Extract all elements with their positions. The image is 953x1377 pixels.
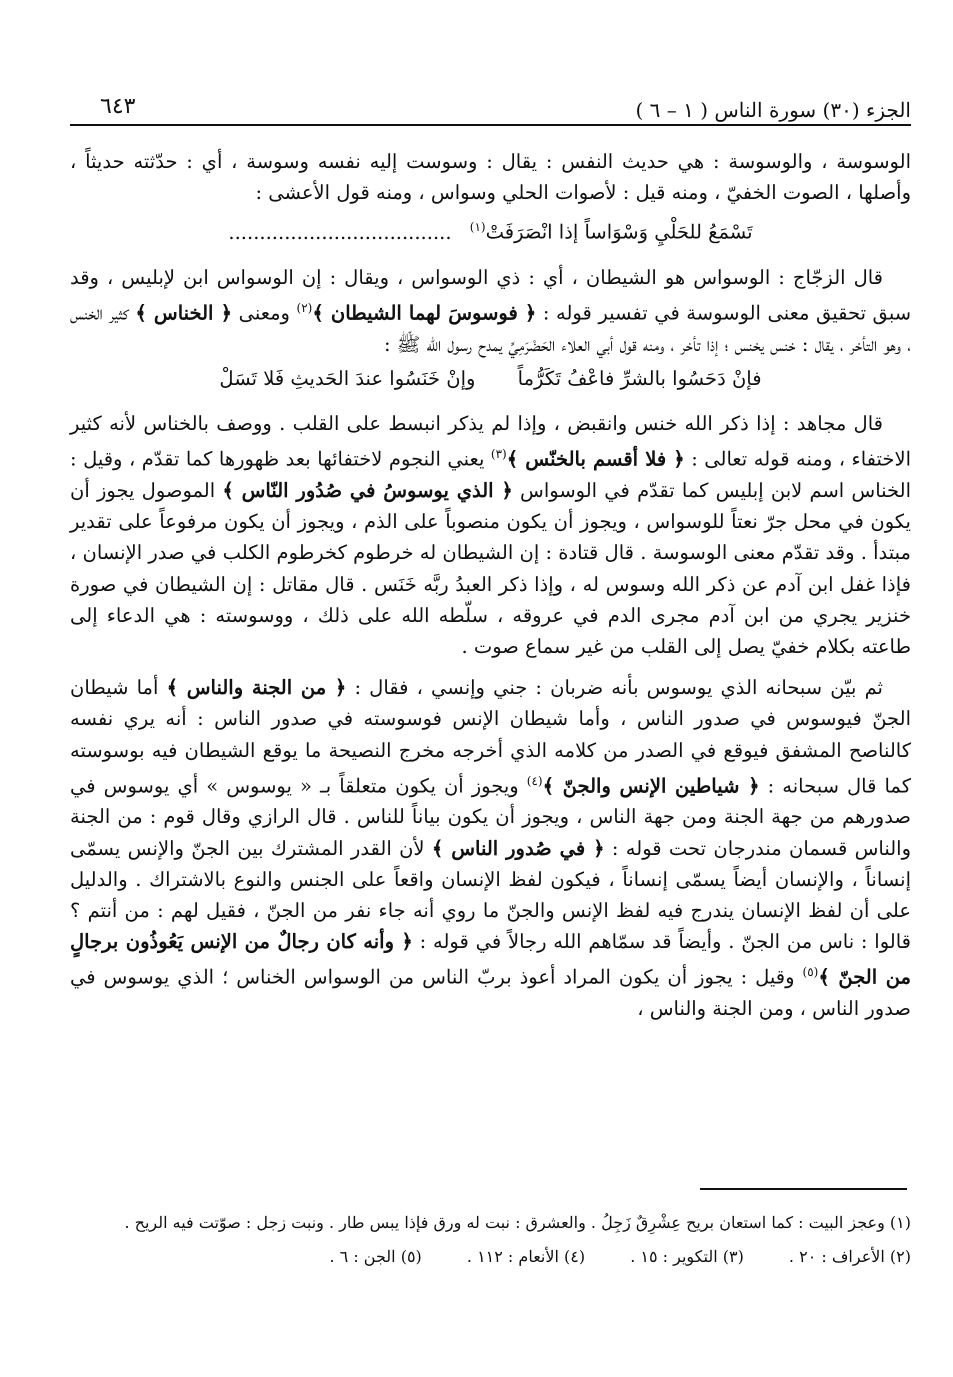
footnote: (٣) التكوير : ١٥ . [630, 1247, 744, 1266]
paragraph-text: ومعنى [238, 301, 290, 325]
footnote: (١) وعجز البيت : كما استعان بريح عِشْرِقٌ زَجِلُ . والعشرق : نبت له ورق فإذا يبس طار . ونبت زجل : صوّتت فيه الريح . [124, 1213, 911, 1232]
paragraph [70, 146, 911, 208]
paragraph-text: الوسوسة ، والوسوسة : هي حديث النفس : يقال : وسوست إليه نفسه وسوسة ، أي : حدّثته حديثاً ، وأصلها ، الصوت الخفيّ ، ومنه قيل : لأصوات الحلي وسواس ، ومنه قول الأعشى : [70, 150, 911, 205]
paragraph-text: ثم بيّن سبحانه الذي يوسوس بأنه ضربان : جني وإنسي ، فقال : [354, 676, 883, 700]
quran-quote: ﴿ الذي يوسوسُ في صُدُور النّاس ﴾ [222, 478, 513, 502]
running-head: الجزء (٣٠) سورة الناس ( ١ – ٦ ) [635, 98, 911, 122]
verse-ellipsis: .................................... [228, 220, 452, 244]
footnotes [70, 1206, 911, 1274]
paragraph [70, 408, 911, 662]
footnote-marker: (٢) [296, 301, 313, 316]
poetry-verse [70, 360, 911, 398]
footnote-marker: (١) [469, 220, 486, 235]
footnote-marker: (٣) [490, 447, 507, 462]
paragraph-text: وقيل : يجوز أن يكون المراد أعوذ بربّ الناس من الوسواس الخناس ؛ الذي يوسوس في صدور الناس ، ومن الجنة والناس ، [70, 965, 911, 1021]
quran-quote: ﴿ فلا أقسم بالخنّس ﴾ [506, 447, 685, 471]
verse-second-hemistich: وإنْ خَنَسُوا عندَ الحَديثِ فَلا تَسَلْ [219, 367, 476, 391]
footnote: (٥) الجن : ٦ . [329, 1247, 422, 1266]
paragraph-text: قال الزجّاج : الوسواس هو الشيطان ، أي : ذي الوسواس ، ويقال : إن الوسواس ابن لإبليس ، وقد سبق تحقيق معنى الوسوسة في تفسير قوله : [70, 265, 912, 325]
paragraph [70, 672, 911, 1024]
footnote: (٤) الأنعام : ١١٢ . [466, 1247, 586, 1266]
paragraph-text: يعني النجوم لاختفائها بعد ظهورها كما تقدّم ، وقيل : الخناس اسم لابن إبليس كما تقدّم في الوسواس [70, 447, 911, 502]
paragraph-text: أما شيطان الجنّ فيوسوس في صدور الناس ، وأما شيطان الإنس فوسوسته في صدور الناس : أنه يري نفسه كالناصح المشفق فيوقع في الصدر من كلامه الذي أخرجه مخرج النصيحة ما يوقع الشيطان فيه بوسوسته كما قال سبحانه : [70, 676, 911, 798]
quran-quote: ﴿ فوسوسَ لهما الشيطان ﴾ [312, 301, 537, 325]
footnote-marker: (٤) [526, 773, 543, 788]
page-number: ٦٤٣ [100, 94, 136, 119]
paragraph-text: كثير الخنس ، وهو التأخر ، يقال : خنس يخنس ؛ إذا تأخر ، ومنه قول أبي العلاء الحَضْرَمِيِّ يمدح رسول الله ﷺ : [70, 301, 911, 356]
footnote-marker: (٥) [802, 965, 819, 980]
paragraph [70, 262, 911, 360]
quran-quote: ﴿ الخناس ﴾ [135, 301, 233, 325]
footnote: (٢) الأعراف : ٢٠ . [788, 1247, 911, 1266]
footnote-row [70, 1240, 911, 1274]
verse-text: تَسْمَعُ للحَلْيِ وَسْوَاساً إذا انْصَرَفَتْ [485, 220, 753, 244]
verse-first-hemistich: فإنْ دَحَسُوا بالشرِّ فاعْفُ تَكَرُّماً [517, 367, 762, 391]
quran-quote: ﴿ في صُدور الناس ﴾ [431, 836, 605, 860]
paragraph-text: لأن القدر المشترك بين الجنّ والإنس يسمّى إنساناً ، والإنسان أيضاً يسمّى إنساناً ، فيكون لفظ الإنسان واقعاً على الجنس والنوع بالاشتراك . والدليل على أن لفظ الإنسان يندرج فيه لفظ الإنس والجنّ ما روي أنه جاء نفر من الجنّ ، فقيل لهم : من أنتم ؟ قالوا : ناس من الجنّ . وأيضاً قد سمّاهم الله رجالاً في قوله : [70, 836, 911, 954]
main-text [70, 146, 911, 1024]
quran-quote: ﴿ من الجنة والناس ﴾ [166, 676, 347, 700]
paragraph-text: الموصول يجوز أن يكون في محل جرّ نعتاً للوسواس ، ويجوز أن يكون منصوباً على الذم ، ويجوز أن يكون مرفوعاً على تقدير مبتدأ . وقد تقدّم معنى الوسوسة . قال قتادة : إن الشيطان له خرطوم كخرطوم الكلب في صدر الإنسان ، فإذا غفل ابن آدم عن ذكر الله وسوس له ، وإذا ذكر العبدُ ربَّه خَنَس . قال مقاتل : إن الشيطان في صورة خنزير يجري من ابن آدم مجرى الدم في عروقه ، سلّطه الله على ذلك ، ووسوسته : هي الدعاء إلى طاعته بكلام خفيّ يصل إلى القلب من غير سماع صوت . [70, 478, 911, 658]
paragraph-text: قال مجاهد : إذا ذكر الله خنس وانقبض ، وإذا لم يذكر انبسط على القلب . ووصف بالخناس لأنه كثير الاختفاء ، ومنه قوله تعالى : [70, 412, 911, 471]
footnote-divider [700, 1188, 907, 1190]
quran-quote: ﴿ وأنه كان رجالٌ من الإنس يَعُوذُون برجالٍ من الجنّ ﴾ [70, 930, 911, 989]
page-header [70, 80, 911, 126]
quran-quote: ﴿ شياطين الإنس والجنّ ﴾ [542, 774, 760, 798]
poetry-verse [70, 208, 911, 252]
paragraph-text: ويجوز أن يكون متعلقاً بـ « يوسوس » أي يوسوس في صدورهم من جهة الجنة ومن جهة الناس ، ويجوز أن يكون بياناً للناس . قال الرازي وقال قوم : من الجنة والناس قسمان مندرجان تحت قوله : [70, 774, 911, 860]
